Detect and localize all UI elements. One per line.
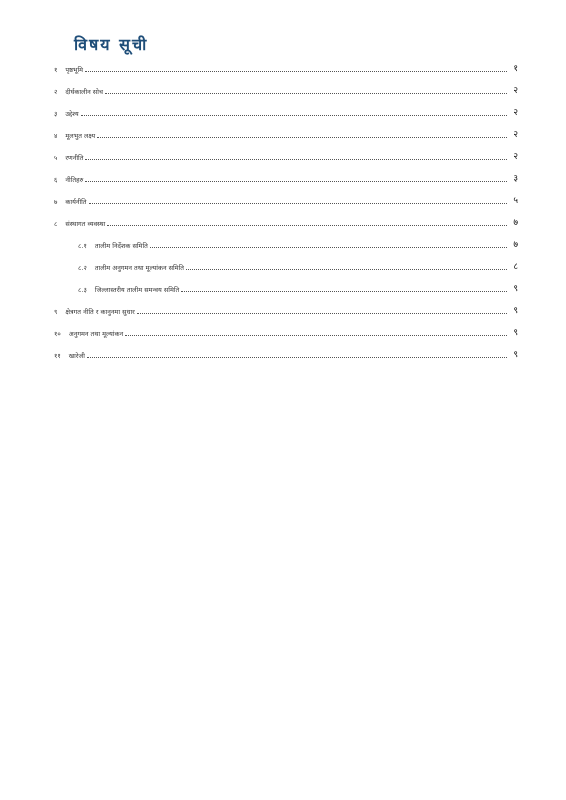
toc-subentry[interactable] <box>54 251 518 273</box>
toc-entry-label: तालीम अनुगमन तथा मूल्यांकन समिति <box>94 264 184 272</box>
toc-entry[interactable] <box>54 97 518 119</box>
toc-entry-page: २ <box>513 86 518 96</box>
toc-entry[interactable] <box>54 53 518 75</box>
toc-entry[interactable] <box>54 207 518 229</box>
toc-entry-number: ११ <box>54 352 61 360</box>
toc-entry-page: ९ <box>513 284 518 294</box>
toc-entry-page: ९ <box>513 350 518 360</box>
toc-entry-number: १ <box>54 66 58 74</box>
toc-entry-page: ८ <box>513 262 518 272</box>
toc-entry-label: जिल्लास्तरीय तालीम समन्वय समिति <box>94 286 180 294</box>
dot-leader <box>181 290 507 292</box>
toc-entry-label: क्षेत्रगत नीति र कानुनमा सुधार <box>65 308 135 316</box>
toc-entry-page: ७ <box>513 240 518 250</box>
toc-entry-label: कार्यनीति <box>65 198 87 206</box>
toc-subentry[interactable] <box>54 273 518 295</box>
toc-entry-label: नीतिहरु <box>65 176 84 184</box>
toc-entry-label: दीर्घकालीन सोच <box>65 88 104 96</box>
dot-leader <box>105 92 507 94</box>
dot-leader <box>85 70 507 72</box>
toc-entry-page: ५ <box>513 196 518 206</box>
toc-subentry[interactable] <box>54 229 518 251</box>
toc-entry[interactable] <box>54 163 518 185</box>
toc-entry-number: ६ <box>54 176 58 184</box>
toc-entry-label: खारेजी <box>68 352 85 360</box>
table-of-contents <box>54 53 518 361</box>
dot-leader <box>107 224 507 226</box>
toc-entry[interactable] <box>54 339 518 361</box>
dot-leader <box>137 312 507 314</box>
toc-entry-page: ९ <box>513 306 518 316</box>
toc-entry-page: ७ <box>513 218 518 228</box>
toc-entry-number: ८.२ <box>78 264 87 272</box>
toc-entry-page: १ <box>513 64 518 74</box>
toc-entry-number: ७ <box>54 198 58 206</box>
toc-title: विषय सूची <box>74 35 149 54</box>
toc-entry-number: ८.१ <box>78 242 87 250</box>
toc-entry[interactable] <box>54 295 518 317</box>
toc-entry-number: ८.३ <box>78 286 87 294</box>
dot-leader <box>97 136 507 138</box>
dot-leader <box>186 268 507 270</box>
toc-entry-number: ३ <box>54 110 58 118</box>
toc-entry-page: २ <box>513 130 518 140</box>
dot-leader <box>89 202 507 204</box>
dot-leader <box>85 158 507 160</box>
toc-entry-label: संस्थागत व्यवस्था <box>65 220 106 228</box>
toc-entry-number: १० <box>54 330 61 338</box>
toc-entry-label: मूलभुत लक्ष्य <box>65 132 96 140</box>
dot-leader <box>125 334 507 336</box>
toc-entry-page: ३ <box>513 174 518 184</box>
dot-leader <box>150 246 507 248</box>
toc-entry-page: २ <box>513 108 518 118</box>
toc-entry[interactable] <box>54 141 518 163</box>
toc-entry[interactable] <box>54 317 518 339</box>
toc-entry-number: ८ <box>54 220 58 228</box>
toc-entry[interactable] <box>54 185 518 207</box>
toc-entry-number: २ <box>54 88 58 96</box>
toc-entry-label: अनुगमन तथा मूल्यांकन <box>68 330 124 338</box>
toc-entry-page: २ <box>513 152 518 162</box>
dot-leader <box>85 180 507 182</box>
dot-leader <box>87 356 507 358</box>
toc-entry-label: पृष्ठभूमि <box>65 66 84 74</box>
toc-entry-label: उद्देश्य <box>65 110 79 118</box>
dot-leader <box>81 114 507 116</box>
toc-entry-number: ५ <box>54 154 58 162</box>
toc-entry-label: तालीम निर्देशक समिति <box>94 242 148 250</box>
toc-entry[interactable] <box>54 119 518 141</box>
toc-entry-page: ९ <box>513 328 518 338</box>
toc-entry[interactable] <box>54 75 518 97</box>
toc-entry-number: ४ <box>54 132 58 140</box>
toc-entry-number: ९ <box>54 308 58 316</box>
toc-entry-label: रणनीति <box>65 154 84 162</box>
